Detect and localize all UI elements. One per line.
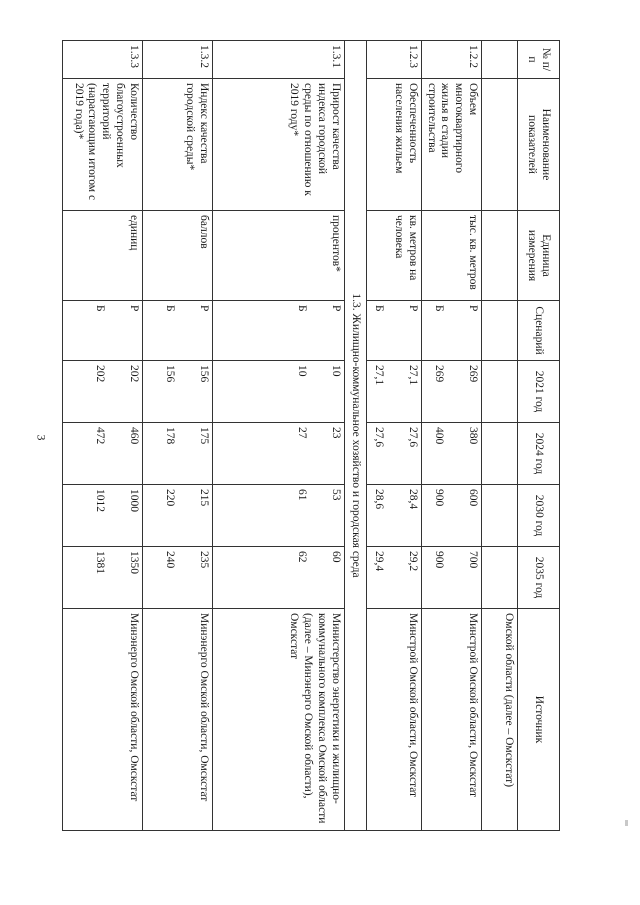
header-name: Наименование показателей: [518, 79, 560, 211]
value-2030: [62, 485, 142, 547]
scenario-r-value: Р: [127, 305, 140, 312]
scenario-r-value: 269: [467, 365, 479, 383]
table-row: [366, 41, 421, 831]
spacer: [176, 427, 196, 480]
header-source: Источник: [518, 609, 560, 831]
cont-unit: [482, 211, 518, 301]
scenario-b-value: 1381: [93, 551, 106, 574]
spacer: [106, 489, 126, 542]
scenario-r-value: 27,6: [406, 427, 419, 448]
value-2024: [366, 423, 421, 485]
source-cell: Минэнерго Омской области, Омскстат: [142, 609, 212, 831]
spacer: [308, 365, 328, 418]
spacer: [385, 305, 405, 356]
value-2024: [212, 423, 344, 485]
spacer: [385, 551, 405, 604]
unit-cell: тыс. кв. метров: [421, 211, 481, 301]
spacer: [308, 551, 328, 604]
value-2024: [421, 423, 481, 485]
source-cell: Минэнерго Омской области, Омскстат: [62, 609, 142, 831]
value-2021: [366, 361, 421, 423]
scenario-b-value: 27,6: [372, 427, 385, 448]
scenario-r-value: 10: [329, 365, 342, 377]
cont-source: Омской области (далее – Омскстат): [482, 609, 518, 831]
indicators-table: [62, 40, 560, 831]
scenario-b-value: 202: [93, 365, 106, 383]
scan-mark: [625, 820, 628, 826]
source-cell: Министерство энергетики и жилищно-коммунального комплекса Омской области (далее – Минэнерго Омской области), Омскстат: [212, 609, 344, 831]
value-2021: [142, 361, 212, 423]
scenario-r-value: Р: [467, 305, 479, 312]
scenario-b-value: 400: [433, 427, 445, 445]
scenario-r-value: Р: [197, 305, 210, 312]
scenario-b-value: Б: [295, 305, 308, 312]
spacer: [176, 305, 196, 356]
scenario-cell: [212, 301, 344, 361]
row-number: 1.3.2: [142, 41, 212, 79]
table-row: [62, 41, 142, 831]
header-2024: 2024 год: [518, 423, 560, 485]
scenario-cell: [366, 301, 421, 361]
page-number: 3: [34, 434, 49, 441]
scenario-b-value: 29,4: [372, 551, 385, 572]
row-number: 1.2.2: [421, 41, 481, 79]
scenario-b-value: 27: [295, 427, 308, 439]
value-2035: [142, 547, 212, 609]
scenario-r-value: 460: [127, 427, 140, 445]
scenario-r-value: 27,1: [406, 365, 419, 386]
value-2035: [421, 547, 481, 609]
scenario-b-value: 62: [295, 551, 308, 563]
indicator-name: Объем многоквартирного жилья в стадии строительства: [421, 79, 481, 211]
spacer: [385, 427, 405, 480]
unit-cell: единиц: [62, 211, 142, 301]
value-2030: [212, 485, 344, 547]
spacer: [385, 489, 405, 542]
scenario-b-value: 1012: [93, 489, 106, 512]
scenario-r-value: 175: [197, 427, 210, 445]
scenario-cell: [62, 301, 142, 361]
value-2021: [62, 361, 142, 423]
spacer: [176, 551, 196, 604]
value-2030: [142, 485, 212, 547]
row-number: 1.2.3: [366, 41, 421, 79]
scenario-b-value: Б: [93, 305, 106, 312]
scenario-r-value: 53: [329, 489, 342, 501]
scenario-b-value: 900: [433, 489, 445, 507]
cont-2035: [482, 547, 518, 609]
scenario-b-value: Б: [163, 305, 176, 312]
scenario-b-value: 28,6: [372, 489, 385, 510]
scenario-b-value: 61: [295, 489, 308, 501]
spacer: [106, 365, 126, 418]
indicator-name: Обеспеченность населения жильем: [366, 79, 421, 211]
header-2035: 2035 год: [518, 547, 560, 609]
spacer: [308, 489, 328, 542]
scenario-r-value: Р: [329, 305, 342, 312]
value-2024: [142, 423, 212, 485]
table-row: [212, 41, 344, 831]
cont-2021: [482, 361, 518, 423]
scenario-cell: [421, 301, 481, 361]
scenario-r-value: 202: [127, 365, 140, 383]
row-number: 1.3.3: [62, 41, 142, 79]
scenario-r-value: Р: [406, 305, 419, 312]
value-2024: [62, 423, 142, 485]
scenario-b-value: 27,1: [372, 365, 385, 386]
scenario-b-value: 10: [295, 365, 308, 377]
source-cell: Минстрой Омской области, Омскстат: [421, 609, 481, 831]
scenario-b-value: 472: [93, 427, 106, 445]
header-2021: 2021 год: [518, 361, 560, 423]
scenario-r-value: 1350: [127, 551, 140, 574]
cont-2030: [482, 485, 518, 547]
table-row: [421, 41, 481, 831]
table-row: [142, 41, 212, 831]
header-row: [518, 41, 560, 831]
spacer: [445, 551, 465, 604]
header-scenario: Сценарий: [518, 301, 560, 361]
scenario-r-value: 700: [467, 551, 479, 569]
spacer: [445, 489, 465, 542]
value-2021: [212, 361, 344, 423]
value-2021: [421, 361, 481, 423]
scenario-r-value: 23: [329, 427, 342, 439]
scenario-b-value: 178: [163, 427, 176, 445]
spacer: [106, 551, 126, 604]
scenario-r-value: 60: [329, 551, 342, 563]
scenario-r-value: 156: [197, 365, 210, 383]
unit-cell: кв. метров на человека: [366, 211, 421, 301]
scenario-b-value: 156: [163, 365, 176, 383]
value-2035: [62, 547, 142, 609]
header-unit: Единица измерения: [518, 211, 560, 301]
spacer: [385, 365, 405, 418]
spacer: [176, 365, 196, 418]
spacer: [308, 427, 328, 480]
spacer: [106, 427, 126, 480]
cont-2024: [482, 423, 518, 485]
scenario-r-value: 29,2: [406, 551, 419, 572]
scenario-r-value: 28,4: [406, 489, 419, 510]
section-title: 1.3. Жилищно-коммунальное хозяйство и городская среда: [344, 41, 366, 831]
value-2035: [212, 547, 344, 609]
scenario-b-value: Б: [372, 305, 385, 312]
spacer: [106, 305, 126, 356]
spacer: [176, 489, 196, 542]
scenario-b-value: Б: [433, 305, 445, 312]
scenario-b-value: 220: [163, 489, 176, 507]
scenario-r-value: 1000: [127, 489, 140, 512]
scenario-r-value: 215: [197, 489, 210, 507]
cont-scenario: [482, 301, 518, 361]
spacer: [445, 365, 465, 418]
unit-cell: процентов*: [212, 211, 344, 301]
continuation-row: [482, 41, 518, 831]
header-num: № п/п: [518, 41, 560, 79]
scenario-b-value: 269: [433, 365, 445, 383]
rotated-table-container: [72, 40, 560, 830]
indicator-name: Прирост качества индекса городской среды по отношению к 2019 году*: [212, 79, 344, 211]
value-2030: [366, 485, 421, 547]
value-2030: [421, 485, 481, 547]
spacer: [308, 305, 328, 356]
scenario-r-value: 235: [197, 551, 210, 569]
scenario-r-value: 380: [467, 427, 479, 445]
row-number: 1.3.1: [212, 41, 344, 79]
scenario-b-value: 900: [433, 551, 445, 569]
spacer: [445, 427, 465, 480]
source-cell: Минстрой Омской области, Омскстат: [366, 609, 421, 831]
indicator-name: Индекс качества городской среды*: [142, 79, 212, 211]
scenario-cell: [142, 301, 212, 361]
cont-num: [482, 41, 518, 79]
header-2030: 2030 год: [518, 485, 560, 547]
section-header-row: [344, 41, 366, 831]
unit-cell: баллов: [142, 211, 212, 301]
indicator-name: Количество благоустроенных территорий (нарастающим итогом с 2019 года)*: [62, 79, 142, 211]
value-2035: [366, 547, 421, 609]
spacer: [445, 305, 465, 356]
scenario-r-value: 600: [467, 489, 479, 507]
scenario-b-value: 240: [163, 551, 176, 569]
cont-name: [482, 79, 518, 211]
